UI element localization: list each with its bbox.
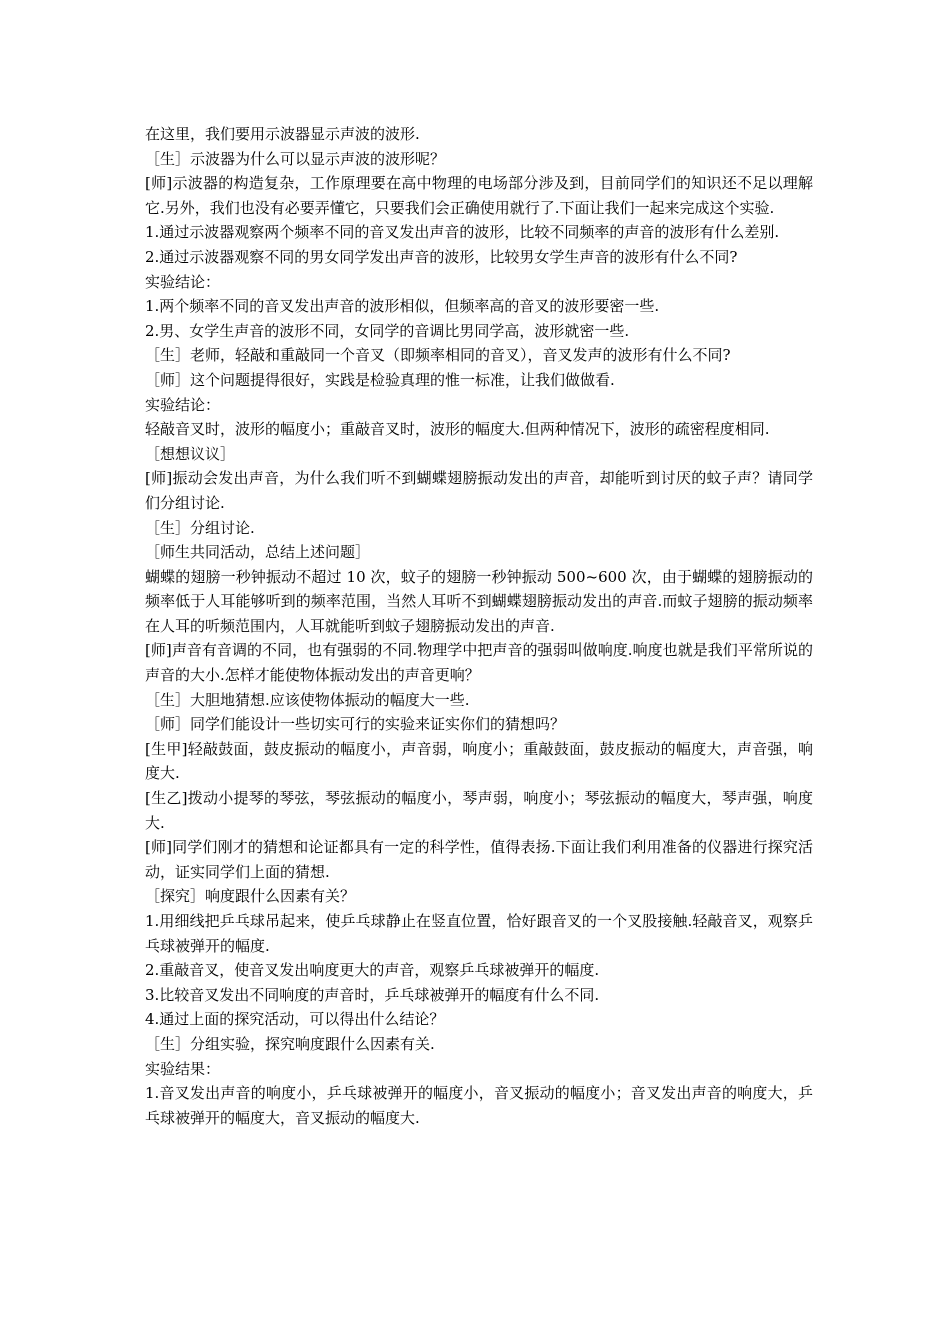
- paragraph: [师]同学们刚才的猜想和论证都具有一定的科学性，值得表扬.下面让我们利用准备的仪器进行探究活动，证实同学们上面的猜想.: [145, 838, 813, 881]
- paragraph: 3.比较音叉发出不同响度的声音时，乒乓球被弹开的幅度有什么不同.: [145, 985, 600, 1004]
- paragraph: ［师］这个问题提得很好，实践是检验真理的惟一标准，让我们做做看.: [145, 370, 615, 389]
- paragraph: ［生］分组实验，探究响度跟什么因素有关.: [145, 1034, 435, 1053]
- paragraph: ［生］示波器为什么可以显示声波的波形呢？: [145, 149, 446, 168]
- paragraph: ［探究］响度跟什么因素有关？: [145, 887, 356, 906]
- paragraph: 蝴蝶的翅膀一秒钟振动不超过 10 次，蚊子的翅膀一秒钟振动 500~600 次，由于蝴蝶的翅膀振动的频率低于人耳能够听到的频率范围，当然人耳听不到蝴蝶翅膀振动发出的声音.而蚊子翅膀的振动频率在人耳的听频范围内，人耳就能听到蚊子翅膀振动发出的声音.: [145, 567, 813, 635]
- paragraph: 在这里，我们要用示波器显示声波的波形.: [145, 125, 420, 143]
- paragraph: 1.音叉发出声音的响度小，乒乓球被弹开的幅度小，音叉振动的幅度小；音叉发出声音的响度大，乒乓球被弹开的幅度大，音叉振动的幅度大.: [145, 1084, 813, 1127]
- paragraph: 4.通过上面的探究活动，可以得出什么结论？: [145, 1010, 445, 1029]
- paragraph: [师]示波器的构造复杂，工作原理要在高中物理的电场部分涉及到，目前同学们的知识还不足以理解它.另外，我们也没有必要弄懂它，只要我们会正确使用就行了.下面让我们一起来完成这个实验.: [145, 174, 813, 217]
- paragraph: 实验结论：: [145, 395, 221, 414]
- paragraph: 2.通过示波器观察不同的男女同学发出声音的波形，比较男女学生声音的波形有什么不同?: [145, 247, 738, 266]
- paragraph: ［想想议议］: [145, 444, 236, 463]
- paragraph: 轻敲音叉时，波形的幅度小；重敲音叉时，波形的幅度大.但两种情况下，波形的疏密程度相同.: [145, 420, 770, 439]
- paragraph: ［生］大胆地猜想.应该使物体振动的幅度大一些.: [145, 690, 470, 709]
- paragraph: ［师］同学们能设计一些切实可行的实验来证实你们的猜想吗？: [145, 715, 566, 734]
- paragraph: [生乙]拨动小提琴的琴弦，琴弦振动的幅度小，琴声弱，响度小；琴弦振动的幅度大，琴声强，响度大.: [145, 789, 813, 832]
- paragraph: [生甲]轻敲鼓面，鼓皮振动的幅度小，声音弱，响度小；重敲鼓面，鼓皮振动的幅度大，声音强，响度大.: [145, 739, 813, 783]
- paragraph: 2.男、女学生声音的波形不同，女同学的音调比男同学高，波形就密一些.: [145, 321, 630, 340]
- paragraph: 1.用细线把乒乓球吊起来，使乒乓球静止在竖直位置，恰好跟音叉的一个叉股接触.轻敲音叉，观察乒乓球被弹开的幅度.: [145, 912, 813, 955]
- paragraph: 实验结论：: [145, 272, 221, 291]
- paragraph: 2.重敲音叉，使音叉发出响度更大的声音，观察乒乓球被弹开的幅度.: [145, 961, 600, 980]
- paragraph: ［师生共同活动，总结上述问题］: [145, 543, 371, 562]
- paragraph: ［生］分组讨论.: [145, 518, 255, 537]
- paragraph: 1.通过示波器观察两个频率不同的音叉发出声音的波形，比较不同频率的声音的波形有什么差别.: [145, 223, 780, 242]
- paragraph: 1.两个频率不同的音叉发出声音的波形相似，但频率高的音叉的波形要密一些.: [145, 297, 660, 316]
- document-body: [145, 122, 813, 1130]
- paragraph: 实验结果：: [145, 1059, 221, 1078]
- paragraph: [师]振动会发出声音，为什么我们听不到蝴蝶翅膀振动发出的声音，却能听到讨厌的蚊子声？请同学们分组讨论.: [145, 469, 813, 512]
- paragraph: [师]声音有音调的不同，也有强弱的不同.物理学中把声音的强弱叫做响度.响度也就是我们平常所说的声音的大小.怎样才能使物体振动发出的声音更响？: [145, 641, 813, 685]
- paragraph: ［生］老师，轻敲和重敲同一个音叉（即频率相同的音叉），音叉发声的波形有什么不同?: [145, 346, 731, 365]
